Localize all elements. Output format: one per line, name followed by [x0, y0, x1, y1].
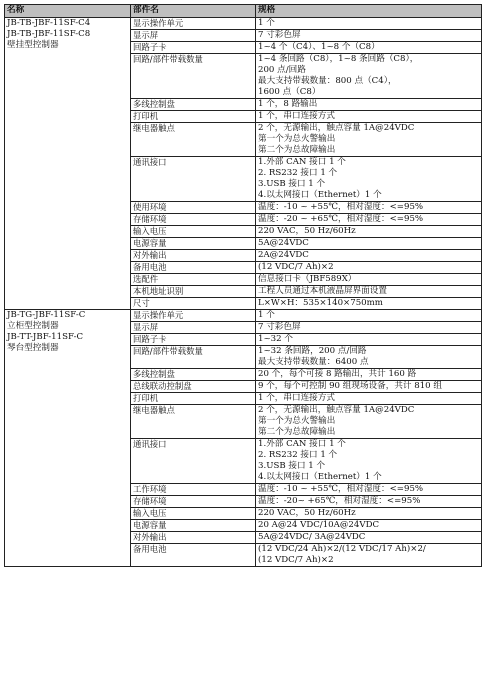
part-name-cell: 回路/部件带载数量 — [131, 54, 256, 99]
spec-line: 2. RS232 接口 1 个 — [258, 168, 338, 178]
part-name-cell: 打印机 — [131, 111, 256, 123]
part-name-cell: 尺寸 — [131, 298, 256, 310]
part-name-cell: 对外输出 — [131, 532, 256, 544]
part-name-cell: 备用电池 — [131, 262, 256, 274]
spec-line: 第二个为总故障输出 — [258, 427, 336, 437]
part-name-cell: 输入电压 — [131, 508, 256, 520]
spec-line: 1~4 个（C4）、1~8 个（C8） — [258, 42, 380, 52]
spec-line: 4.以太网接口（Ethernet）1 个 — [258, 190, 382, 200]
spec-cell — [256, 262, 482, 274]
spec-line: (12 VDC/7 Ah)×2 — [258, 555, 334, 565]
spec-line: 第一个为总火警输出 — [258, 416, 336, 426]
model-name-cell — [5, 310, 131, 567]
spec-line: (12 VDC/24 Ah)×2/(12 VDC/17 Ah)×2/ — [258, 544, 426, 554]
part-name-cell: 继电器触点 — [131, 123, 256, 157]
spec-cell — [256, 322, 482, 334]
spec-cell — [256, 54, 482, 99]
spec-line: 1~32 条回路，200 点/回路 — [258, 346, 367, 356]
spec-line: 1~4 条回路（C8），1~8 条回路（C8）， — [258, 54, 419, 64]
spec-line: 最大支持带载数量：6400 点 — [258, 357, 369, 367]
spec-cell — [256, 202, 482, 214]
spec-cell — [256, 496, 482, 508]
spec-line: 3.USB 接口 1 个 — [258, 461, 326, 471]
spec-line: 1 个，串口连接方式 — [258, 393, 335, 403]
model-name-line: JB-TB-JBF-11SF-C8 — [7, 29, 91, 39]
spec-cell — [256, 405, 482, 439]
part-name-cell: 显示操作单元 — [131, 310, 256, 322]
spec-line: 1 个 — [258, 310, 275, 320]
spec-cell — [256, 520, 482, 532]
spec-line: 1 个，串口连接方式 — [258, 111, 335, 121]
spec-line: 1.外部 CAN 接口 1 个 — [258, 439, 346, 449]
spec-cell — [256, 226, 482, 238]
part-name-cell: 电源容量 — [131, 238, 256, 250]
spec-line: 5A@24VDC — [258, 238, 309, 248]
model-name-line: JB-TG-JBF-11SF-C — [7, 310, 86, 320]
model-name-line: JB-TT-JBF-11SF-C — [7, 332, 84, 342]
model-name-line: 琴台型控制器 — [7, 343, 59, 353]
spec-cell — [256, 286, 482, 298]
header-spec: 规格 — [256, 5, 482, 18]
part-name-cell: 通讯接口 — [131, 157, 256, 202]
spec-cell — [256, 30, 482, 42]
spec-table — [4, 4, 482, 567]
model-name-line: 立柜型控制器 — [7, 321, 59, 331]
part-name-cell: 电源容量 — [131, 520, 256, 532]
spec-line: 1 个 — [258, 18, 275, 28]
part-name-cell: 输入电压 — [131, 226, 256, 238]
spec-cell — [256, 157, 482, 202]
spec-line: 1.外部 CAN 接口 1 个 — [258, 157, 346, 167]
spec-line: 20 A@24 VDC/10A@24VDC — [258, 520, 380, 530]
table-row — [5, 310, 482, 322]
spec-cell — [256, 42, 482, 54]
spec-line: 2 个，无源输出，触点容量 1A@24VDC — [258, 123, 415, 133]
spec-line: 2A@24VDC — [258, 250, 309, 260]
spec-line: 第一个为总火警输出 — [258, 134, 336, 144]
spec-cell — [256, 381, 482, 393]
spec-cell — [256, 334, 482, 346]
part-name-cell: 显示屏 — [131, 322, 256, 334]
spec-cell — [256, 111, 482, 123]
spec-cell — [256, 369, 482, 381]
part-name-cell: 选配件 — [131, 274, 256, 286]
spec-line: 2 个，无源输出，触点容量 1A@24VDC — [258, 405, 415, 415]
part-name-cell: 显示屏 — [131, 30, 256, 42]
spec-table-body — [5, 18, 482, 567]
model-name-line: JB-TB-JBF-11SF-C4 — [7, 18, 91, 28]
header-name: 名称 — [5, 5, 131, 18]
spec-line: 220 VAC，50 Hz/60Hz — [258, 508, 356, 518]
spec-line: 7 寸彩色屏 — [258, 322, 301, 332]
spec-line: 2. RS232 接口 1 个 — [258, 450, 338, 460]
model-name-line: 壁挂型控制器 — [7, 40, 59, 50]
spec-cell — [256, 298, 482, 310]
spec-line: 200 点/回路 — [258, 65, 306, 75]
spec-line: 温度：-10 ~ +55℃，相对湿度：<=95% — [258, 202, 424, 212]
part-name-cell: 对外输出 — [131, 250, 256, 262]
part-name-cell: 多线控制盘 — [131, 99, 256, 111]
spec-cell — [256, 532, 482, 544]
spec-line: 5A@24VDC/ 3A@24VDC — [258, 532, 366, 542]
part-name-cell: 回路子卡 — [131, 334, 256, 346]
spec-cell — [256, 544, 482, 567]
spec-cell — [256, 439, 482, 484]
part-name-cell: 回路子卡 — [131, 42, 256, 54]
spec-line: 温度：-20~ +65℃，相对湿度：<=95% — [258, 496, 421, 506]
part-name-cell: 通讯接口 — [131, 439, 256, 484]
spec-line: 220 VAC，50 Hz/60Hz — [258, 226, 356, 236]
part-name-cell: 备用电池 — [131, 544, 256, 567]
spec-line: L×W×H：535×140×750mm — [258, 298, 383, 308]
part-name-cell: 回路/部件带载数量 — [131, 346, 256, 369]
part-name-cell: 本机地址识别 — [131, 286, 256, 298]
table-row — [5, 18, 482, 30]
header-row — [5, 5, 482, 18]
spec-cell — [256, 123, 482, 157]
header-part: 部件名 — [131, 5, 256, 18]
spec-cell — [256, 508, 482, 520]
spec-line: 1600 点（C8） — [258, 87, 321, 97]
spec-cell — [256, 393, 482, 405]
model-name-cell — [5, 18, 131, 310]
part-name-cell: 存储环境 — [131, 214, 256, 226]
spec-line: (12 VDC/7 Ah)×2 — [258, 262, 334, 272]
spec-line: 9 个，每个可控制 90 组现场设备，共计 810 组 — [258, 381, 442, 391]
spec-line: 1 个，8 路输出 — [258, 99, 318, 109]
spec-cell — [256, 214, 482, 226]
spec-line: 第二个为总故障输出 — [258, 145, 336, 155]
spec-cell — [256, 274, 482, 286]
part-name-cell: 继电器触点 — [131, 405, 256, 439]
spec-cell — [256, 346, 482, 369]
spec-line: 信息接口卡（JBF589X） — [258, 274, 357, 284]
spec-line: 温度：-20 ~ +65℃，相对湿度：<=95% — [258, 214, 424, 224]
spec-cell — [256, 250, 482, 262]
part-name-cell: 总线联动控制盘 — [131, 381, 256, 393]
spec-cell — [256, 18, 482, 30]
part-name-cell: 显示操作单元 — [131, 18, 256, 30]
part-name-cell: 多线控制盘 — [131, 369, 256, 381]
part-name-cell: 存储环境 — [131, 496, 256, 508]
spec-cell — [256, 99, 482, 111]
spec-line: 20 个，每个可接 8 路输出，共计 160 路 — [258, 369, 417, 379]
spec-line: 3.USB 接口 1 个 — [258, 179, 326, 189]
spec-line: 最大支持带载数量：800 点（C4）， — [258, 76, 397, 86]
spec-line: 工程人员通过本机液晶屏界面设置 — [258, 286, 387, 296]
part-name-cell: 使用环境 — [131, 202, 256, 214]
spec-line: 1~32 个 — [258, 334, 293, 344]
spec-cell — [256, 238, 482, 250]
spec-line: 温度：-10 ~ +55℃，相对湿度：<=95% — [258, 484, 424, 494]
spec-line: 4.以太网接口（Ethernet）1 个 — [258, 472, 382, 482]
spec-line: 7 寸彩色屏 — [258, 30, 301, 40]
spec-cell — [256, 310, 482, 322]
part-name-cell: 工作环境 — [131, 484, 256, 496]
spec-cell — [256, 484, 482, 496]
part-name-cell: 打印机 — [131, 393, 256, 405]
